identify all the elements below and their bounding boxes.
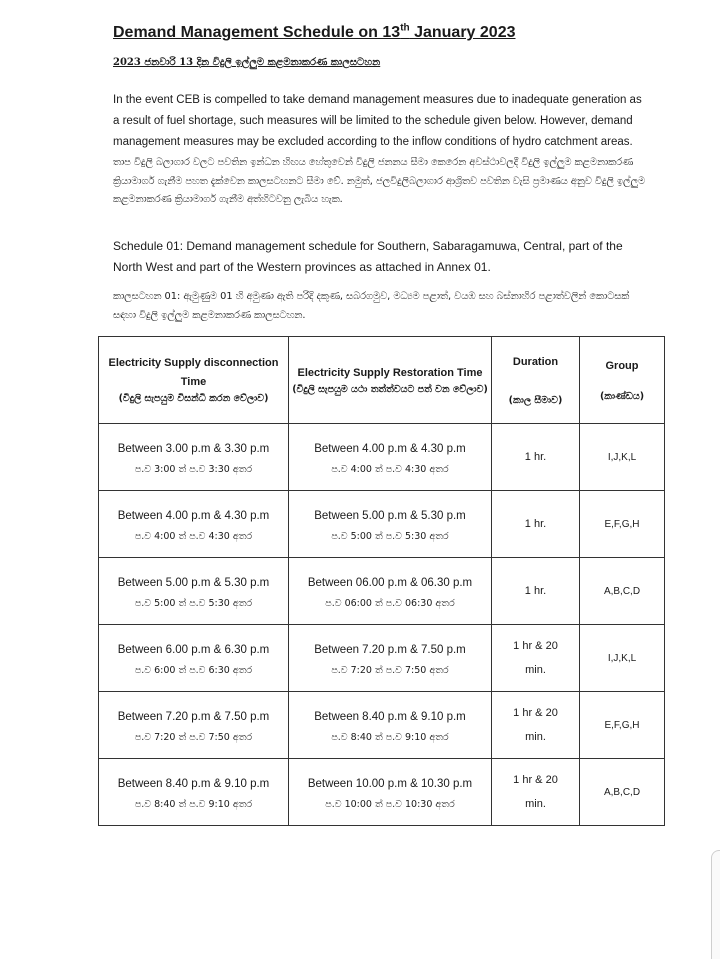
table-row [99,625,665,692]
cell-text-sinhala: ප.ව 8:40 ත් ප.ව 9:10 අතර [331,732,449,743]
cell-text: Between 7.20 p.m & 7.50 p.m [314,644,466,656]
duration-text: min. [525,731,546,743]
header-group [580,337,665,424]
duration-text: 1 hr & 20 [513,707,558,719]
header-disconnection-time [99,337,289,424]
schedule-paragraph-sinhala: කාලසටහන 01: ඇමුණුම 01 හි අමුණා ඇති පරිදි දකුණ, සබරගමුව, මධ්‍යම පළාත්, වයඹ සහ බස්නාහිර පළාත්වලින් කොටසක් සඳහා විදුලි ඉල්ලුම කළමනාකරණ කාලසටහන. [113,291,630,321]
cell-text: Between 10.00 p.m & 10.30 p.m [307,778,473,790]
page-edge-scroll-handle[interactable] [711,850,720,959]
cell-text-sinhala: ප.ව 6:00 ත් ප.ව 6:30 අතර [134,665,253,676]
restoration-cell [289,558,492,625]
duration-cell [492,558,580,625]
cell-text: Between 7.20 p.m & 7.50 p.m [117,711,270,723]
disconnection-cell [99,625,289,692]
header-label: Electricity Supply disconnection Time [108,357,279,388]
group-cell: E,F,G,H [580,692,665,759]
header-label: Duration [512,355,559,368]
page-title [113,24,516,42]
cell-text: Between 06.00 p.m & 06.30 p.m [307,577,473,589]
cell-text: Between 8.40 p.m & 9.10 p.m [117,778,270,790]
cell-text-sinhala: ප.ව 4:00 ත් ප.ව 4:30 අතර [134,531,253,542]
restoration-cell [289,625,492,692]
cell-text-sinhala: ප.ව 5:00 ත් ප.ව 5:30 අතර [331,531,449,542]
header-restoration-time [289,337,492,424]
restoration-cell [289,759,492,826]
restoration-cell [289,424,492,491]
disconnection-cell [99,692,289,759]
cell-text: Between 6.00 p.m & 6.30 p.m [117,644,270,656]
title-main-text: Demand Management Schedule on 13 [113,24,401,41]
disconnection-cell [99,424,289,491]
group-cell: E,F,G,H [580,491,665,558]
cell-text-sinhala: ප.ව 10:00 ත් ප.ව 10:30 අතර [325,799,455,810]
duration-text: 1 hr. [524,518,547,530]
table-row [99,424,665,491]
duration-text: 1 hr. [524,451,547,463]
header-label: Electricity Supply Restoration Time [297,366,483,379]
cell-text-sinhala: ප.ව 7:20 ත් ප.ව 7:50 අතර [134,732,253,743]
header-label-sinhala: (කාණ්ඩය) [599,390,645,402]
cell-text-sinhala: ප.ව 8:40 ත් ප.ව 9:10 අතර [134,799,253,810]
duration-cell [492,424,580,491]
disconnection-cell [99,491,289,558]
table-row [99,491,665,558]
table-row [99,759,665,826]
cell-text: Between 8.40 p.m & 9.10 p.m [314,711,466,723]
title-end-text: January 2023 [409,24,516,41]
duration-cell [492,692,580,759]
cell-text-sinhala: ප.ව 3:00 ත් ප.ව 3:30 අතර [134,464,253,475]
cell-text-sinhala: ප.ව 06:00 ත් ප.ව 06:30 අතර [325,598,455,609]
header-label: Group [605,359,639,372]
intro-paragraph-english: In the event CEB is compelled to take demand management measures due to inadequate generation as a result of fuel shortage, such measures will be limited to the schedule given below. However, demand management measures may be excluded according to the inflow conditions of hydro catchment areas. [113,94,642,148]
group-cell: I,J,K,L [580,625,665,692]
cell-text: Between 3.00 p.m & 3.30 p.m [117,443,270,455]
cell-text: Between 5.00 p.m & 5.30 p.m [314,510,466,522]
group-cell: A,B,C,D [580,759,665,826]
cell-text: Between 5.00 p.m & 5.30 p.m [117,577,270,589]
duration-text: 1 hr. [524,585,547,597]
duration-text: min. [525,798,546,810]
duration-cell [492,759,580,826]
duration-text: 1 hr & 20 [513,640,558,652]
title-superscript: th [400,22,410,34]
header-label-sinhala: (කාල සීමාව) [508,394,563,406]
schedule-paragraph-english: Schedule 01: Demand management schedule for Southern, Sabaragamuwa, Central, part of the North West and part of the Western provinces as attached in Annex 01. [113,239,623,274]
table-row [99,558,665,625]
duration-text: min. [525,664,546,676]
duration-text: 1 hr & 20 [513,774,558,786]
restoration-cell [289,692,492,759]
group-cell: I,J,K,L [580,424,665,491]
disconnection-cell [99,558,289,625]
table-row [99,692,665,759]
duration-cell [492,625,580,692]
header-duration [492,337,580,424]
schedule-table [98,336,665,826]
intro-paragraph-sinhala: තාප විදුලි බලාගාර වලට පවතින ඉන්ධන හිඟය හේතුවෙන් විදුලි ජනනය සීමා කෙරෙන අවස්ථාවලදී විදුලි ඉල්ලුම කළමනාකරණ ක්‍රියාමාර්ග ගැනීම පහත දැක්වෙන කාලසටහනට සීමා වේ. නමුත්, ජලවිදුලිබලාගාර ආශ්‍රිතව පවතින වැසි ප්‍රමාණය අනුව විදුලි ඉල්ලුම කළමනාකරණ ක්‍රියාමාර්ග ගැනීම අත්හිටවනු ලැබිය හැක. [113,157,646,205]
group-cell: A,B,C,D [580,558,665,625]
duration-cell [492,491,580,558]
cell-text-sinhala: ප.ව 7:20 ත් ප.ව 7:50 අතර [331,665,449,676]
sinhala-title: 2023 ජනවාරි 13 දින විදුලි ඉල්ලුම කළමනාකරණ කාලසටහන [113,57,381,68]
header-label-sinhala: (විදුලි සැපයුම විසන්ධි කරන වේලාව) [118,393,269,404]
restoration-cell [289,491,492,558]
header-label-sinhala: (විදුලි සැපයුම යථා තත්ත්වයට පත් වන වේලාව) [292,383,488,395]
cell-text: Between 4.00 p.m & 4.30 p.m [314,443,466,455]
table-header-row [99,337,665,424]
disconnection-cell [99,759,289,826]
cell-text: Between 4.00 p.m & 4.30 p.m [117,510,270,522]
cell-text-sinhala: ප.ව 5:00 ත් ප.ව 5:30 අතර [134,598,253,609]
cell-text-sinhala: ප.ව 4:00 ත් ප.ව 4:30 අතර [331,464,449,475]
